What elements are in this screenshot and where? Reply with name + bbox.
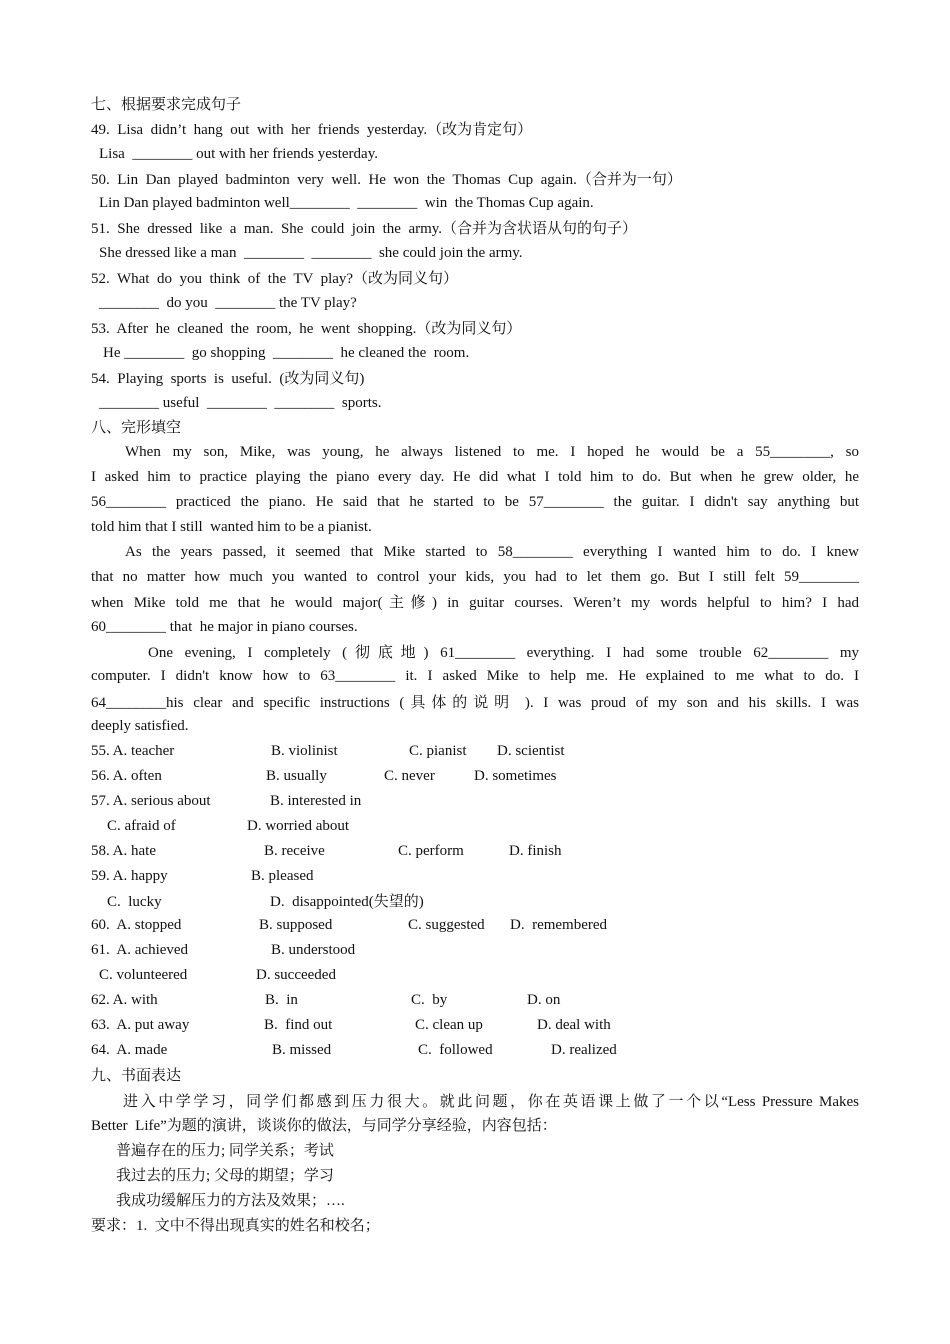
option-63-a: 63. A. put away <box>91 1017 190 1033</box>
option-58-c: C. perform <box>398 843 464 859</box>
option-55-d: D. scientist <box>497 743 565 759</box>
option-60-a: 60. A. stopped <box>91 917 182 933</box>
writing-point: 我成功缓解压力的方法及效果；…. <box>116 1193 345 1209</box>
section-7-heading: 七、根据要求完成句子 <box>91 97 242 113</box>
question-54: 54. Playing sports is useful. (改为同义句) <box>91 371 365 387</box>
answer-49: Lisa ________ out with her friends yesterday. <box>99 146 378 162</box>
cloze-line: One evening, I completely (彻底地) 61________ everything. I had some trouble 62________ my <box>148 645 859 661</box>
answer-54: ________ useful ________ ________ sports. <box>99 395 382 411</box>
option-55-c: C. pianist <box>409 743 467 759</box>
option-63-d: D. deal with <box>537 1017 611 1033</box>
cloze-line: As the years passed, it seemed that Mike started to 58________ everything I wanted him to do. I knew <box>125 544 859 560</box>
option-59-d: D. disappointed(失望的) <box>270 894 424 910</box>
option-59-a: 59. A. happy <box>91 868 168 884</box>
option-59-b: B. pleased <box>251 868 314 884</box>
option-60-c: C. suggested <box>408 917 485 933</box>
writing-requirement: 要求：1. 文中不得出现真实的姓名和校名； <box>91 1218 380 1234</box>
writing-intro-line: 进入中学学习，同学们都感到压力很大。就此问题，你在英语课上做了一个以“Less Pressure Makes <box>123 1094 859 1110</box>
option-56-c: C. never <box>384 768 435 784</box>
option-56-d: D. sometimes <box>474 768 557 784</box>
option-55-a: 55. A. teacher <box>91 743 175 759</box>
option-57-a: 57. A. serious about <box>91 793 211 809</box>
option-60-d: D. remembered <box>510 917 608 933</box>
writing-point: 我过去的压力; 父母的期望；学习 <box>116 1168 334 1184</box>
cloze-line: I asked him to practice playing the piano every day. He did what I told him to do. But when he grew older, he <box>91 469 859 485</box>
option-58-a: 58. A. hate <box>91 843 156 859</box>
option-62-a: 62. A. with <box>91 992 158 1008</box>
option-59-c: C. lucky <box>107 894 162 910</box>
option-56-b: B. usually <box>266 768 327 784</box>
option-64-b: B. missed <box>272 1042 332 1058</box>
option-58-d: D. finish <box>509 843 562 859</box>
question-53: 53. After he cleaned the room, he went shopping.（改为同义句） <box>91 321 522 337</box>
option-62-d: D. on <box>527 992 561 1008</box>
option-57-c: C. afraid of <box>107 818 176 834</box>
question-51: 51. She dressed like a man. She could join the army.（合并为含状语从句的句子） <box>91 221 638 237</box>
option-61-c: C. volunteered <box>99 967 188 983</box>
writing-intro-line: Better Life”为题的演讲，谈谈你的做法，与同学分享经验，内容包括： <box>91 1118 557 1134</box>
section-8-heading: 八、完形填空 <box>91 420 182 436</box>
cloze-line: that no matter how much you wanted to control your kids, you had to let them go. But I still felt 59________ <box>91 569 859 585</box>
answer-50: Lin Dan played badminton well________ ________ win the Thomas Cup again. <box>99 195 594 211</box>
option-57-d: D. worried about <box>247 818 350 834</box>
writing-point: 普遍存在的压力; 同学关系；考试 <box>116 1143 334 1159</box>
cloze-line: 60________ that he major in piano courses. <box>91 619 358 635</box>
section-9-heading: 九、书面表达 <box>91 1068 182 1084</box>
answer-53: He ________ go shopping ________ he cleaned the room. <box>103 345 470 361</box>
option-63-b: B. find out <box>264 1017 333 1033</box>
answer-52: ________ do you ________ the TV play? <box>99 295 357 311</box>
option-57-b: B. interested in <box>270 793 362 809</box>
option-58-b: B. receive <box>264 843 325 859</box>
option-64-c: C. followed <box>418 1042 493 1058</box>
cloze-line: told him that I still wanted him to be a pianist. <box>91 519 372 535</box>
option-64-a: 64. A. made <box>91 1042 168 1058</box>
question-49: 49. Lisa didn’t hang out with her friends yesterday.（改为肯定句） <box>91 122 533 138</box>
option-64-d: D. realized <box>551 1042 617 1058</box>
option-56-a: 56. A. often <box>91 768 162 784</box>
question-52: 52. What do you think of the TV play?（改为同义句） <box>91 271 459 287</box>
cloze-line: deeply satisfied. <box>91 718 189 734</box>
answer-51: She dressed like a man ________ ________ she could join the army. <box>99 245 523 261</box>
option-60-b: B. supposed <box>259 917 333 933</box>
option-63-c: C. clean up <box>415 1017 483 1033</box>
cloze-line: When my son, Mike, was young, he always listened to me. I hoped he would be a 55________, so <box>125 444 859 460</box>
option-61-a: 61. A. achieved <box>91 942 189 958</box>
option-62-b: B. in <box>265 992 298 1008</box>
cloze-line: when Mike told me that he would major(主修) in guitar courses. Weren’t my words helpful to him? I had <box>91 595 859 611</box>
option-55-b: B. violinist <box>271 743 338 759</box>
option-61-d: D. succeeded <box>256 967 336 983</box>
option-61-b: B. understood <box>271 942 356 958</box>
cloze-line: 56________ practiced the piano. He said that he started to be 57________ the guitar. I didn't say anything but <box>91 494 859 510</box>
cloze-line: computer. I didn't know how to 63________ it. I asked Mike to help me. He explained to me what to do. I <box>91 668 859 684</box>
question-50: 50. Lin Dan played badminton very well. He won the Thomas Cup again.（合并为一句） <box>91 172 682 188</box>
cloze-line: 64________his clear and specific instructions (具体的说明 ). I was proud of my son and his skills. I was <box>91 695 859 711</box>
option-62-c: C. by <box>411 992 448 1008</box>
